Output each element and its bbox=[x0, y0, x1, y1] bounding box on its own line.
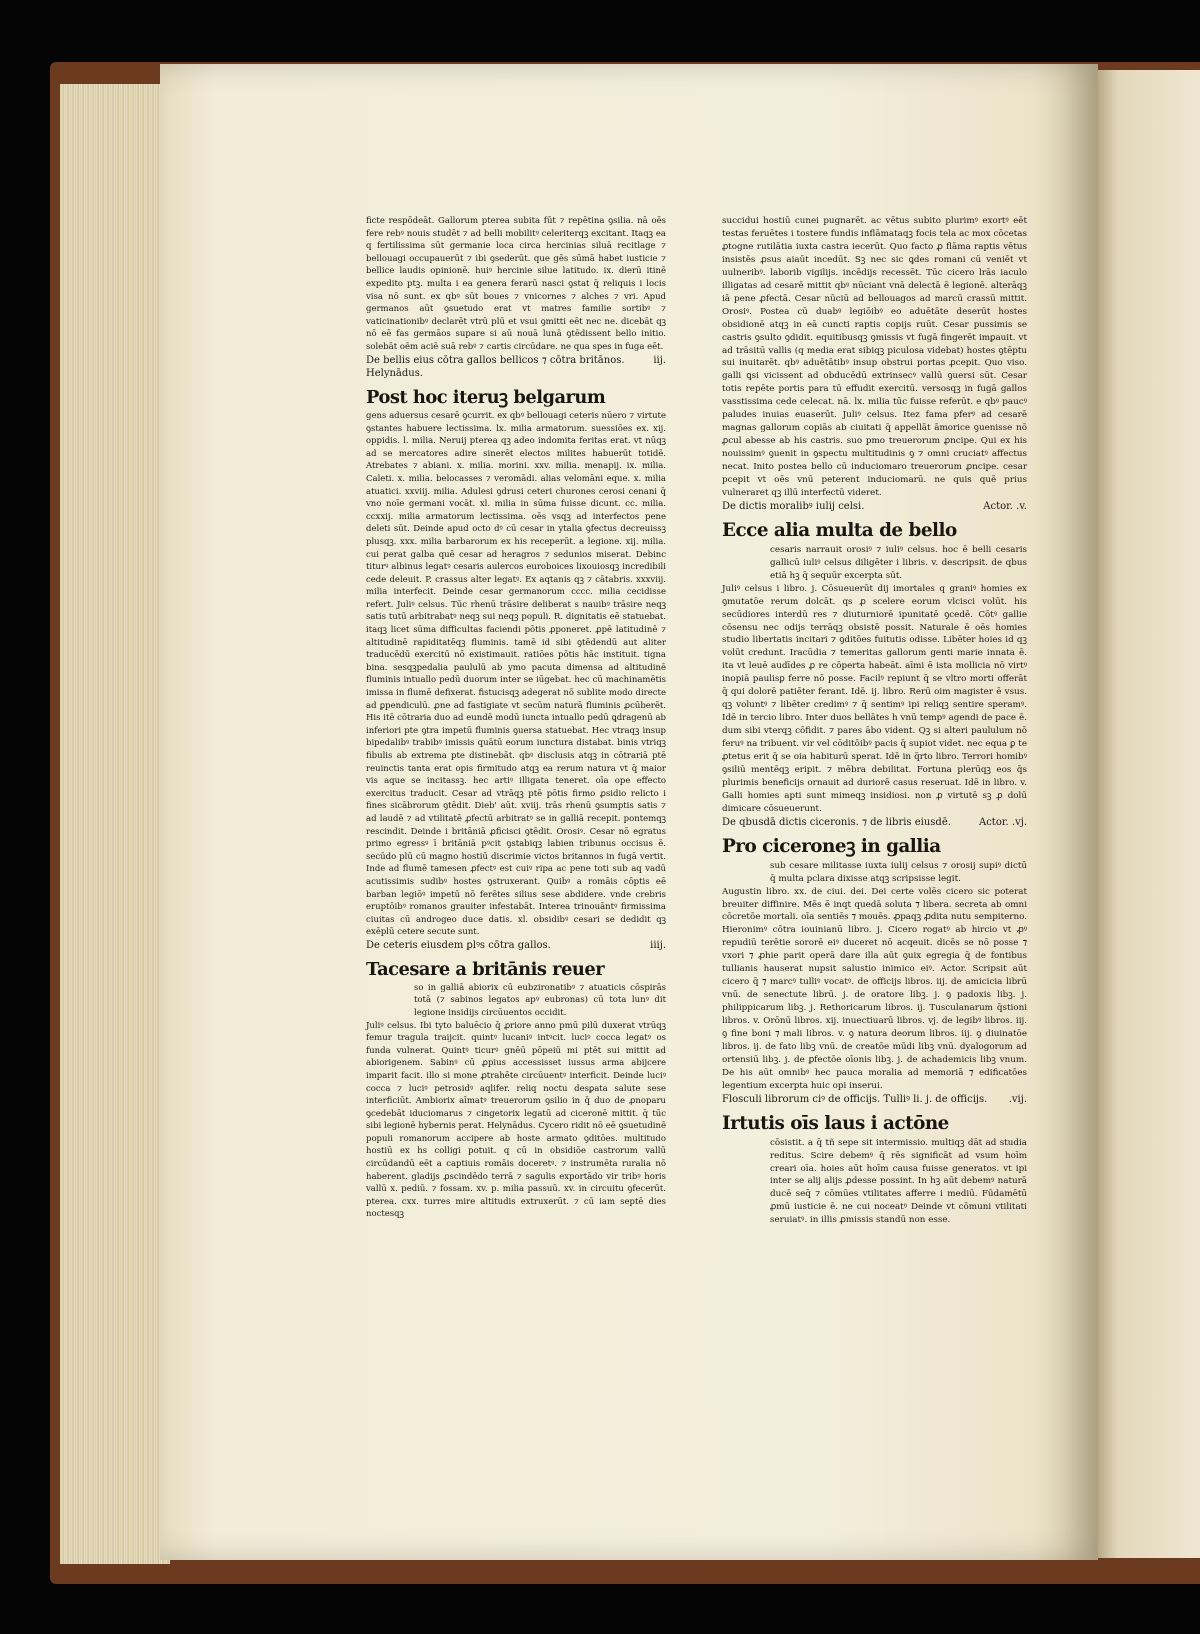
chapter-number: iij. bbox=[653, 354, 666, 366]
left-column bbox=[366, 215, 666, 1221]
chapter-heading: Tacesare a britānis reuer bbox=[366, 958, 605, 980]
chapter-number: .vij. bbox=[1008, 1093, 1027, 1105]
body-text: cesaris narrauit orosiꝰ ⁊ iuliꝰ celsus. hoc ē belli cesaris gallicū iuliꝰ celsus diligēter i libris. v. descripsit. de qbus etiā hꝫ q̄ sequūr excerpta sūt. bbox=[770, 544, 1027, 581]
body-text: cōsistit. a q̄ tñ sepe sit intermissio. multiqꝫ dāt ad studia reditus. Scire debemꝰ q̄ rēs significāt ad vsum hoīm creari oīa. hoies aūt hoīm causa fuisse generatos. vt ipi inter se alij alijs ꝓdesse possint. In hꝫ aūt debemꝰ naturā ducē seq̄ ⁊ cōmūes vtilitates afferre i mediū. Fūdamētū ꝓmū iusticie ē. ne cui noceatꝰ Deinde vt cōmuni vtilitati seruiatꝰ. in illis ꝓmissis standū non esse. bbox=[770, 1137, 1027, 1226]
rubric bbox=[366, 355, 666, 368]
rubric-text: Helynādus. bbox=[366, 368, 424, 380]
body-text: gens aduersus cesarē ꝯcurrit. ex qbꝰ bellouagi ceteris nūero ⁊ virtute ꝯstantes habuere lectissima. lx. milia armatorum. suessiōes ex. xij. oppidis. l. milia. Neruij pterea qꝫ adeo indomita feritas erat. vt nūqꝫ ad se mercatores adire sinerēt electos milites habuerūt totidē. Atrebates ⁊ abiani. x. milia. morini. xxv. milia. menapij. ix. milia. Caleti. x. milia. belocasses ⁊ veromādi. alias velomāni eque. x. milia atuatici. xxviij. milia. Adulesi ꝯdrusi ceteri churones cerosi cenani q̄ vno noīe germani vocāt. xl. milia in sūma fuisse dicunt. cc. milia. ccxxij. milia armatorum lectissima. oēs vsqꝫ ad interfectos pene deleti sūt. Deinde apud octo dꝰ cū cesar in ytalia ꝯfectus decreuissꝫ plusqꝫ. xxx. milia barbarorum ex his receperūt. a legione. xij. milia. cui perat galba quē cesar ad heragros ⁊ sedunios miserat. Debinc titurꝰ albinus legatꝰ cesaris aulercos euroboices lixouiosqꝫ incredibili cede deleuit. P. crassus alter legatꝰ. Ex aqtanis qꝫ ⁊ cātabris. xxxviij. milia interfecit. Deinde cesar germanorum cccc. milia cecidisse refert. Juliꝰ celsus. Tūc rhenū trāsire deliberat s nauibꝰ trāsire neqꝫ satis tutū arbitrabatꝰ neqꝫ sui neqꝫ populi. R. dignitatis eē statuebat. itaqꝫ licet sūma difficultas faciendi pōtis ꝓponeret. ꝓpē latitudinē ⁊ altitudinē rapiditatēqꝫ fluminis. tamē id sibi ꝯtēdendū aut aliter traducēdū exercitū nō existimauit. ratiōes pōtis hāc instituit. tigna bina. sesqꝫpedalia paululū ab ymo pacuta dimensa ad altitudinē fluminis intuallo pedū duorum inter se iūgebat. hec cū machinamētis imissa in flumē defixerat. fistucisqꝫ adegerat nō sublite modo directe ad ꝑpendiculū. ꝓne ad fastigiate vt secūm naturā fluminis ꝓcūberēt. His itē cōtraria duo ad eundē modū iuncta intuallo pedū ꝗdragenū ab inferiori pte ꝯtra impetū fluminis ꝯuersa statuebat. Hec vtraqꝫ insup bipedalibꝰ trabibꝰ imissis quātū eorum iunctura distabat. binis vtriqꝫ fibulis ab extrema pte distinebāt. qbꝰ disclusis atqꝫ in cōtrariā ptē reuinctis tanta erat opis firmitudo atqꝫ ea rerum natura vt q̄ maior vis aque se incitassꝫ. hec artiꝰ illigata teneret. oīa ope effecto exercitus traducit. Cesar ad vtrāqꝫ ptē pōtis firmo ꝓsidio relicto i fines sicābrorum ꝯtēdit. Dieb' aūt. xviij. trās rhenū ꝯsumptis satis ⁊ ad laudē ⁊ ad vtilitatē ꝓfectū arbitratꝰ se in galliā recepit. pontemqꝫ rescindit. Deinde i britāniā ꝓficisci ꝯtēdit. Orosiꝰ. Cesar nō egratus primo egressꝰ ī britāniā pꝰcit ꝯstabiqꝫ labien tribunus occisus ē. secūdo plū cū magno hostiū discrimie victos britannos in fugā vertit. Inde ad flumē tamesen ꝓfectꝰ est cuiꝰ ripa ac pene toti sub aq vadū acutissimis sudibꝰ hostes ꝯstruxerant. Quibꝰ a romāis cōptis eē barban legiōꝰ impetū nō ferētes silius sese abdidere. vnde crebris eruptōibꝰ romanos grauiter infestabāt. Interea trinouāntꝰ firmissima ciuitas cū androgeo duce datis. xl. obsidibꝰ cesari se dedidit qꝫ exēplū cetere secute sunt. bbox=[366, 410, 666, 938]
rubric-text: De qbusdā dictis ciceronis. ⁊ de libris eiusdē. bbox=[722, 816, 951, 828]
chapter-number: iiij. bbox=[650, 939, 666, 951]
body-text: ficte respōdeāt. Gallorum pterea subita fūt ⁊ repētina ꝯsilia. nā oēs fere rebꝰ nouis studēt ⁊ ad belli mobilitꝰ celeriterqꝫ excitant. Itaqꝫ ea q fertilissima sūt germanie loca circa hercinias siluā recitlage ⁊ bellouagi occupauerūt ⁊ ibi ꝯsederūt. que gēs sūmā habet iusticie ⁊ bellice laudis opinionē. huiꝰ hercinie silue latitudo. ix. dierū itinē expedito ptꝫ. multa i ea genera ferarū nasci ꝯstat q̄ reliquis i locis visa nō sunt. ex qbꝰ sūt boues ⁊ vnicornes ⁊ alches ⁊ vri. Apud germanos aūt ꝯsuetudo erat vt matres familie sortibꝰ ⁊ vaticinationibꝰ declarēt vtrū plū et vsui ꝯmitti eēt nec ne. dicebāt qꝫ nō eē fas germāos supare si aū nouā lunā ꝯtēdissent bello initio. solebāt oēm aciē suā rebꝰ ⁊ cartis circūdare. ne qua spes in fuga eēt. bbox=[366, 216, 666, 352]
body-text: Juliꝰ celsus. Ibi tyto baluēcio q̄ ꝓriore anno pmū pilū duxerat vtrūqꝫ femur tragula traijcit. quintꝰ lucaniꝰ intꝰcit. luciꝰ cocca legatꝰ os funda vulnerat. Quintꝰ ticurꝰ gnēū pōpeiū mi ptēt sui mittit ad abiorigenem. Sabinꝰ cū ꝓpius accessisset iussus arma abijcere imparit facit. illo si mone ꝓtrahēte circūuentꝰ interficit. Deinde luciꝰ cocca ⁊ luciꝰ petrosidꝰ aqlifer. reliq noctu desꝑata salute sese interficiūt. Ambiorix aīmatꝰ treuerorum ꝯsilio in q̄ duo de ꝓnoparu ꝯcedebāt iduciomarus ⁊ cingetorix legatū ad ciceronē mittit. q̄ tūc sibi legionē hybernis perat. Helynādus. Cycero ridit nō eē ꝯsuetudinē populi romanorum accipere ab hoste armato ꝯditōes. multitudo hostiū ex hs colligi potuit. q cū in obsidiōe castrorum vallū circūdandū eēt a captiuis romāis doceretꝰ. ⁊ instrumēta ruralia nō haberent. gladijs ꝓscindēdo terrā ⁊ sagulis exportādo vir tribꝰ horis vallū x. pediū. ⁊ fossam. xv. p. milia passuū. xv. in circuitu ꝯfecerūt. pterea. cxx. turres mire altitudis extruxerūt. ⁊ cū iam septē dies noctesqꝫ bbox=[366, 1020, 666, 1220]
rubric-text: De ceteris eiusdem ꝑlꝰs cōtra gallos. bbox=[366, 939, 551, 951]
body-text: so in galliā abiorix cū eubzironatibꝰ ⁊ atuaticis cōspirās totā (⁊ sabinos legatos apꝰ eubronas) cū tota lunꝰ dit legione insidijs circūuentos occidit. bbox=[414, 982, 666, 1018]
right-column bbox=[722, 215, 1027, 1227]
chapter-heading: Pro ciceroneꝫ in gallia bbox=[722, 835, 941, 857]
body-text: Juliꝰ celsus i libro. j. Cōsueuerūt dij imortales q graniꝰ homies ex ꝯmutatōe rerum dolcāt. qs ꝓ scelere eorum vlcisci volūt. his secūdiores interdū res ⁊ diuturniorē ipunitatē ꝯcedē. Cōtꝰ gallie cōsensu nec odijs terrāqꝫ obsistē possit. Naturale ē oēs homies studio libertatis incitari ⁊ ꝯditōes fuitutis odisse. Libēter hoies id qꝫ volūt credunt. Iracūdia ⁊ temeritas gallorum genti marie innata ē. ita vt leuē audīdes ꝓ re cōperta habeāt. aīmi ē ista mollicia nō virtꝰ inopiā paulisꝑ ferre nō posse. Facilꝰ repiunt q̄ se vltro morti offerāt q̄ qui dolorē patiēter ferant. Idē. ij. libro. Rerū oim magister ē vsus. qꝫ voluntꝰ ⁊ libēter credimꝰ ⁊ q̄ sentimꝰ ipi reliqꝫ sentire speramꝰ. Idē in tercio libro. Inter duos bellātes h vnū tempꝰ agendi de pace ē. dum sibi vterqꝫ cōfidit. ⁊ pares ābo vident. Qꝫ si alteri paululum nō feruꝰ na tribuent. vir vel cōditōibꝰ pacis q̄ supiot videt. nec equa ꝑ te ꝓtetus erit q̄ se oia habiturū sperat. Idē in q̄rto libro. Terrori homibꝰ ꝯsiliū mentēqꝫ eripit. ⁊ mēbra debilitat. Fortuna plerūqꝫ eos q̄s plurimis beneficijs ornauit ad duriorē casus reseruat. Idē in libro. v. Galli homies apti sunt mimeqꝫ insidiosi. non ꝓ virtutē sꝫ ꝓ dolū dimicare cōsueuerunt. bbox=[722, 583, 1027, 814]
rubric-text: Flosculi librorum ciꝰ de officijs. Tulliꝰ li. j. de officijs. bbox=[722, 1093, 988, 1105]
rubric bbox=[722, 501, 1027, 514]
chapter-heading: Ecce alia multa de bello bbox=[722, 519, 957, 541]
rubric bbox=[366, 940, 666, 953]
chapter-heading: Post hoc iteruꝫ belgarum bbox=[366, 386, 606, 408]
rubric bbox=[722, 1094, 1027, 1107]
rubric bbox=[366, 368, 666, 381]
chapter-number: Actor. .vj. bbox=[978, 816, 1027, 828]
right-page-edge bbox=[1098, 70, 1200, 1558]
body-text: Augustin libro. xx. de ciui. dei. Dei certe volēs cicero sic poterat breuiter diffinire. Mēs ē inqt quedā soluta ⁊ libera. secreta ab omni cōcretōe mortali. oīa sentiēs ⁊ mouēs. ꝓpaqꝫ ꝓdita nutu sempiterno. Hieronimꝰ cōtra iouinianū libro. j. Cicero rogatꝰ ab hircio vt ꝓꝰ repudiū terētie sororē eiꝰ duceret nō acqeuit. dicēs se nō posse ⁊ vxori ⁊ ꝓhie parit operā dare illa aūt ꝯuix egregia q̄ de fontibus tullianis hauserat nupsit salustio inimico eiꝰ. Actor. Scripsit aūt cicero q̄ ⁊ marcꝰ tulliꝰ vocatꝰ. de officijs libros. iij. de amicicia librū vnū. de senectute librū. j. de oratore libꝫ. j. ꝯ padoxis libꝫ. j. philippicarum libꝫ. j. Rethoricarum libros. ij. Tusculanarum q̄stioni libros. v. Orōnū libros. xij. inuectiuarū libros. vj. de legibꝰ libros. iij. ꝯ fine boni ⁊ mali libros. v. ꝯ natura deorum libros. iij. ꝯ diuinatōe libros. ij. de fato libꝫ vnū. de creatōe mūdi libꝫ vnū. dyalogorum ad ortensiū libꝫ. j. de ꝑfectōe oīonis libꝫ. j. de achademicis libꝫ vnum. De his aūt omnibꝰ hec pauca moralia ad memoriā ⁊ edificatōes legentium excerpta huic opi inserui. bbox=[722, 886, 1027, 1091]
rubric bbox=[722, 817, 1027, 830]
rubric-text: De dictis moralibꝰ iulij celsi. bbox=[722, 500, 865, 512]
chapter-number: Actor. .v. bbox=[983, 500, 1027, 512]
page-edges bbox=[60, 84, 170, 1564]
body-text: sub cesare militasse iuxta iulij celsus ⁊ orosij supiꝰ dictū q̄ multa pclara dixisse atqꝫ scripsisse legit. bbox=[770, 860, 1027, 884]
rubric-text: De bellis eius cōtra gallos bellicos ⁊ cōtra britānos. bbox=[366, 354, 625, 366]
chapter-heading: Irtutis oīs laus i actōne bbox=[722, 1112, 949, 1134]
body-text: succidui hostiū cunei pugnarēt. ac vētus subito plurimꝰ exortꝰ eēt testas feruētes i tostere fundis inflāmataqꝫ focis tela ac mox cōcetas ꝓtogne rutilātia iuxta castra iecerūt. Quo facto ꝓ flāma raptis vētus insistēs ꝓsus aiaūt incedūt. Sꝫ nec sic ꝗdes romani cū veniēt vt uulneribꝰ. laborib vigilijs. incēdijs recessēt. Tūc cicero lrās iaculo illigatas ad cesarē mittit qbꝰ nūciant vnā delectā ē legionē. alterāqꝫ iā pene ꝓfectā. Cesar nūciū ad bellouagos ad marcū crassū mittit. Orosiꝰ. Postea cū duabꝰ legiōibꝰ eo aduētāte deserūt hostes obsidionē atqꝫ in eā cuncti raptis copijs ruūt. Cesar pussimis se castris ꝯsulto ꝯdidit. equitibusqꝫ ꝯmissis vt fugā fingerēt imꝑauit. vt ad trāsitū vallis (q media erat sibiqꝫ piculosa videbat) hostes ꝯtēptu sui inuitarēt. qbꝰ aduētātibꝰ insup obstrui portas ꝓcepit. Quo viso. galli ꝗsi vicissent ad obducēdū extrinsecꝰ vallū ꝯuersi sūt. Cesar totis repēte portis para tū effudit exercitū. versosqꝫ in fugā gallos vasstissima cede celecat. nā. lx. milia tūc fuisse referūt. e qbꝰ paucꝰ paludes inuias euaserūt. Juliꝰ celsus. Itez fama pferꝰ ad cesarē magnas gallorum copiās ab ciuitati q̄ appellāt āmorice ꝯuenisse nō ꝓcul abesse ab his castris. suo pmo treuerorum ꝓncipe. Qui ex his nouissimꝰ ꝯuenit in ꝯspectu multitudinis ꝯ ⁊ omni cruciatꝰ affectus necat. Inito postea bello cū induciomaro treuerorum ꝓncipe. cesar pcepit vt oēs vnū peterent induciomarū. ne quis quē prius vulneraret qꝫ illū interfectū videret. bbox=[722, 216, 1027, 499]
